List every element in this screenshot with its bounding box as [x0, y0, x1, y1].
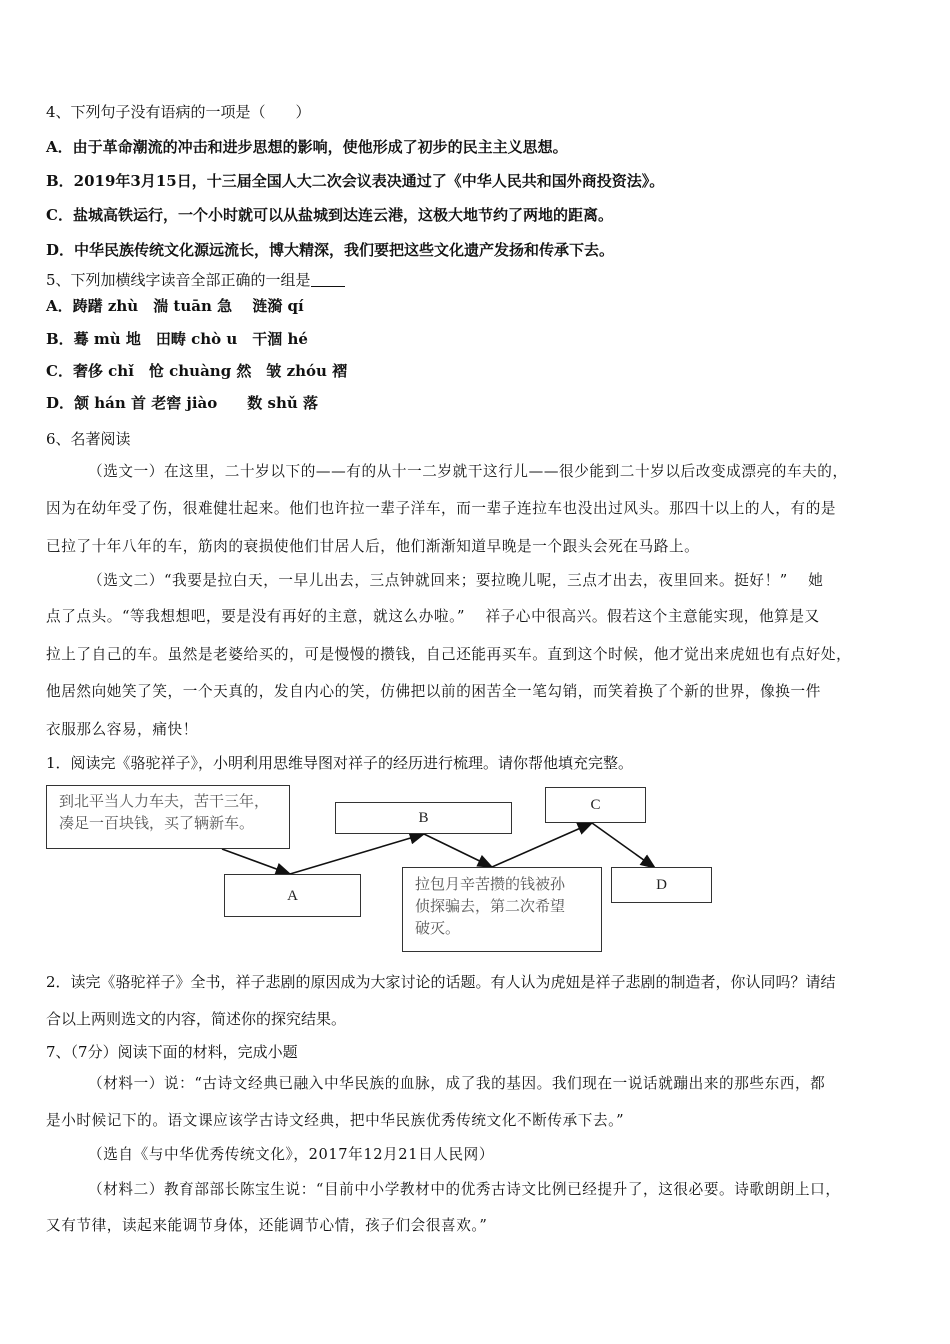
- q6-passage2-line: 点了点头。“等我想想吧，要是没有再好的主意，就这么办啦。” 祥子心中很高兴。假若这个主意能实现，他算是又: [46, 608, 820, 625]
- q7-material1-line: 是小时候记下的。语文课应该学古诗文经典，把中华民族优秀传统文化不断传承下去。”: [46, 1112, 625, 1129]
- q4-option-b: B．2019年3月15日，十三届全国人大二次会议表决通过了《中华人民共和国外商投资法》。: [46, 172, 665, 190]
- box-mid-line: 侦探骗去，第二次希望: [415, 897, 566, 915]
- q5-option-a: A．踌躇 zhù 湍 tuān 急 涟漪 qí: [46, 297, 304, 315]
- mindmap-box-b: B: [335, 802, 512, 834]
- arrow-b-to-mid: [424, 834, 492, 867]
- q4-option-a: A．由于革命潮流的冲击和进步思想的影响，使他形成了初步的民主主义思想。: [46, 138, 568, 156]
- q5-option-c: C．奢侈 chǐ 怆 chuàng 然 皱 zhóu 褶: [46, 362, 348, 380]
- q7-material1-source: （选自《与中华优秀传统文化》，2017年12月21日人民网）: [88, 1146, 495, 1163]
- arrow-c-to-d: [592, 823, 655, 868]
- q6-passage2-line: （选文二）“我要是拉白天，一早儿出去，三点钟就回来；要拉晚儿呢，三点才出去，夜里回来。挺好！” 她: [88, 572, 824, 589]
- q6-passage1-line: 已拉了十年八年的车，筋肉的衰损使他们甘居人后，他们渐渐知道早晚是一个跟头会死在马路上。: [46, 538, 700, 555]
- q6-sub2-line: 2．读完《骆驼祥子》全书，祥子悲剧的原因成为大家讨论的话题。有人认为虎妞是祥子悲剧的制造者，你认同吗？请结: [46, 973, 836, 991]
- q7-material2-line: （材料二）教育部部长陈宝生说：“目前中小学教材中的优秀古诗文比例已经提升了，这很必要。诗歌朗朗上口，: [88, 1181, 841, 1198]
- q5-option-d: D．颔 hán 首 老窖 jiào 数 shǔ 落: [46, 394, 318, 412]
- q7-stem: 7、（7分）阅读下面的材料，完成小题: [46, 1043, 298, 1061]
- mindmap-box-c: C: [545, 787, 646, 823]
- q6-sub1: 1．阅读完《骆驼祥子》，小明利用思维导图对祥子的经历进行梳理。请你帮他填充完整。: [46, 754, 634, 772]
- box-mid-line: 破灭。: [415, 919, 461, 937]
- q7-material2-line: 又有节律，读起来能调节身体，还能调节心情，孩子们会很喜欢。”: [46, 1217, 488, 1234]
- q6-passage2-line: 他居然向她笑了笑，一个天真的，发自内心的笑，仿佛把以前的困苦全一笔勾销，而笑着换了个新的世界，像换一件: [46, 683, 821, 700]
- mindmap-box-start: [46, 785, 290, 849]
- q6-title: 6、名著阅读: [46, 430, 131, 448]
- q6-passage1-line: （选文一）在这里，二十岁以下的——有的从十一二岁就干这行儿——很少能到二十岁以后改变成漂亮的车夫的，: [88, 463, 848, 480]
- q7-material1-line: （材料一）说：“古诗文经典已融入中华民族的血脉，成了我的基因。我们现在一说话就蹦出来的那些东西，都: [88, 1075, 826, 1092]
- q6-passage2-line: 衣服那么容易，痛快！: [46, 721, 198, 738]
- q6-sub2-line: 合以上两则选文的内容，简述你的探究结果。: [46, 1010, 347, 1028]
- mindmap-box-a: A: [224, 874, 361, 917]
- q4-stem: 4、下列句子没有语病的一项是（ ）: [46, 103, 311, 121]
- q4-option-d: D．中华民族传统文化源远流长，博大精深，我们要把这些文化遗产发扬和传承下去。: [46, 241, 615, 259]
- mindmap-box-mid: [402, 867, 602, 952]
- box-start-line: 凑足一百块钱，买了辆新车。: [59, 814, 255, 832]
- mindmap-box-d: D: [611, 867, 712, 903]
- box-start-line: 到北平当人力车夫，苦干三年，: [59, 792, 270, 810]
- arrow-start-to-a: [222, 849, 290, 874]
- q6-passage1-line: 因为在幼年受了伤，很难健壮起来。他们也许拉一辈子洋车，而一辈子连拉车也没出过风头。那四十以上的人，有的是: [46, 500, 837, 517]
- box-mid-line: 拉包月辛苦攒的钱被孙: [415, 875, 566, 893]
- q6-passage2-line: 拉上了自己的车。虽然是老婆给买的，可是慢慢的攒钱，自己还能再买车。直到这个时候，他才觉出来虎妞也有点好处，: [46, 646, 852, 663]
- q5-option-b: B．蓦 mù 地 田畴 chò u 干涸 hé: [46, 330, 308, 348]
- q4-option-c: C．盐城高铁运行，一个小时就可以从盐城到达连云港，这极大地节约了两地的距离。: [46, 206, 613, 224]
- q5-stem: 5、下列加横线字读音全部正确的一组是: [46, 271, 311, 289]
